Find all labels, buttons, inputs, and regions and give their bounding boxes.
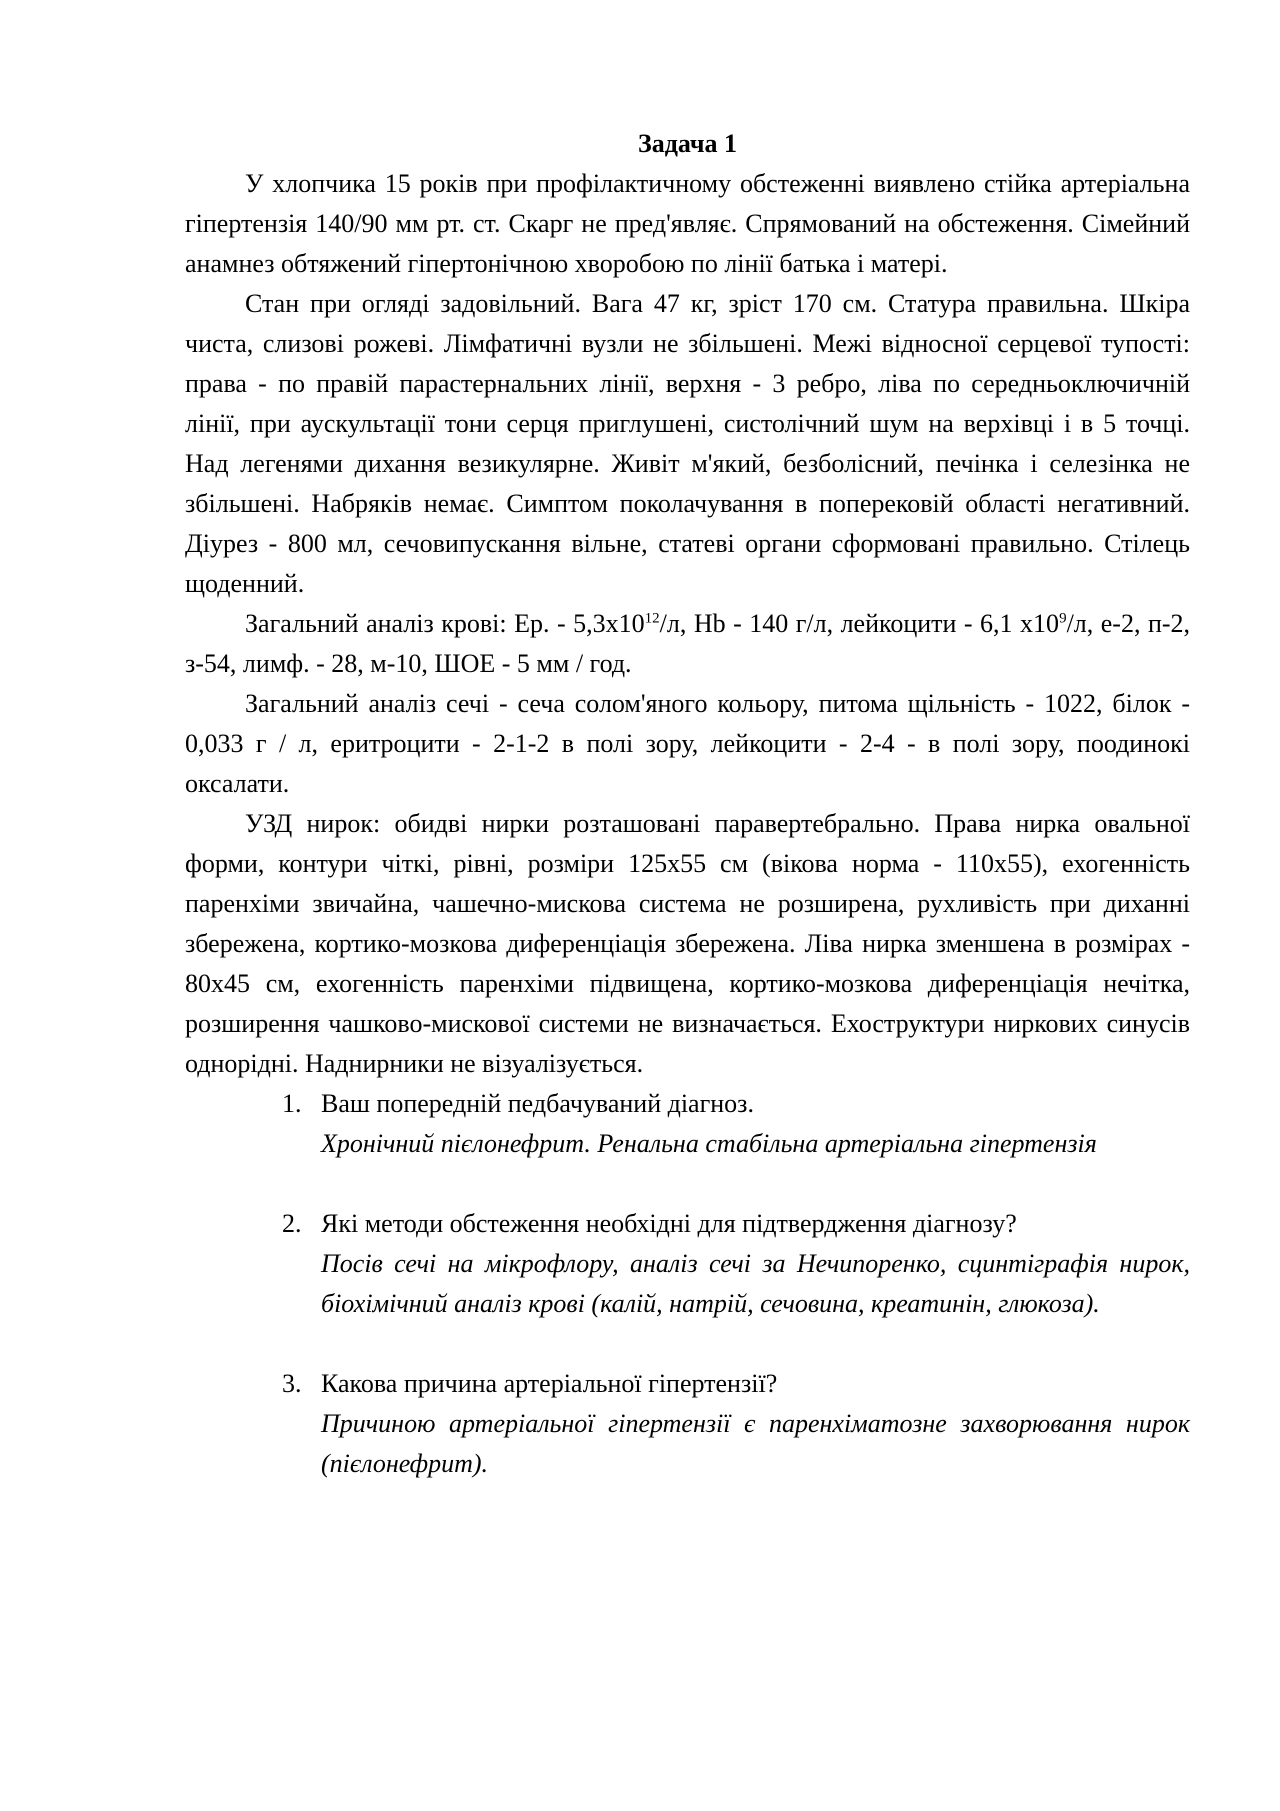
blood-test-exponent-wbc: 9 [1059,610,1067,627]
question-item [185,1084,1190,1164]
question-number: 1. [282,1089,302,1118]
blood-test-text-3: /л, е-2, п-2, з-54, лимф. - 28, м-10, ШОЕ - 5 мм / год. [185,609,1191,678]
case-paragraph-examination: Стан при огляді задовільний. Вага 47 кг, зріст 170 см. Статура правильна. Шкіра чиста, слизові рожеві. Лімфатичні вузли не збільшені. Межі відносної серцевої тупості: права - по правій парастернальних лінії, верхня - 3 ребро, ліва по середньоключичній лінії, при аускультації тони серця приглушені, систолічний шум на верхівці і в 5 точці. Над легенями дихання везикулярне. Живіт м'який, безболісний, печінка і селезінка не збільшені. Набряків немає. Симптом поколачування в поперековій області негативний. Діурез - 800 мл, сечовипускання вільне, статеві органи сформовані правильно. Стілець щоденний. [185,289,1190,598]
case-paragraph-ultrasound: УЗД нирок: обидві нирки розташовані паравертебрально. Права нирка овальної форми, контури чіткі, рівні, розміри 125х55 см (вікова норма - 110х55), ехогенність паренхіми звичайна, чашечно-мискова система не розширена, рухливість при диханні збережена, кортико-мозкова диференціація збережена. Ліва нирка зменшена в розмірах - 80х45 см, ехогенність паренхіми підвищена, кортико-мозкова диференціація нечітка, розширення чашково-мискової системи не визначається. Ехоструктури ниркових синусів однорідні. Наднирники не візуалізується. [185,809,1190,1078]
answer-text: Посів сечі на мікрофлору, аналіз сечі за Нечипоренко, сцинтіграфія нирок, біохімічний аналіз крові (калій, натрій, сечовина, креатинін, глюкоза). [321,1249,1190,1318]
question-number: 3. [282,1369,302,1398]
question-item [185,1204,1190,1324]
document-page [185,124,1190,1484]
task-title: Задача 1 [638,129,737,158]
case-paragraph-history: У хлопчика 15 років при профілактичному обстеженні виявлено стійка артеріальна гіпертензія 140/90 мм рт. ст. Скарг не пред'являє. Спрямований на обстеження. Сімейний анамнез обтяжений гіпертонічною хворобою по лінії батька і матері. [185,169,1190,278]
question-text: Ваш попередній педбачуваний діагноз. [321,1089,754,1118]
question-number: 2. [282,1209,302,1238]
case-paragraph-urine-test: Загальний аналіз сечі - сеча солом'яного кольору, питома щільність - 1022, білок - 0,033 г / л, еритроцити - 2-1-2 в полі зору, лейкоцити - 2-4 - в полі зору, поодинокі оксалати. [185,689,1190,798]
answer-text: Хронічний пієлонефрит. Ренальна стабільна артеріальна гіпертензія [321,1129,1097,1158]
answer-text: Причиною артеріальної гіпертензії є паренхіматозне захворювання нирок (пієлонефрит). [321,1409,1190,1478]
blood-test-text-2: /л, Hb - 140 г/л, лейкоцити - 6,1 х10 [659,609,1060,638]
blood-test-text-1: Загальний аналіз крові: Ер. - 5,3х10 [245,609,645,638]
question-text: Какова причина артеріальної гіпертензії? [321,1369,778,1398]
question-item [185,1364,1190,1484]
question-text: Які методи обстеження необхідні для підтвердження діагнозу? [321,1209,1017,1238]
question-list [185,1084,1190,1484]
case-paragraph-blood-test [185,604,1190,684]
blood-test-exponent-rbc: 12 [644,610,660,627]
